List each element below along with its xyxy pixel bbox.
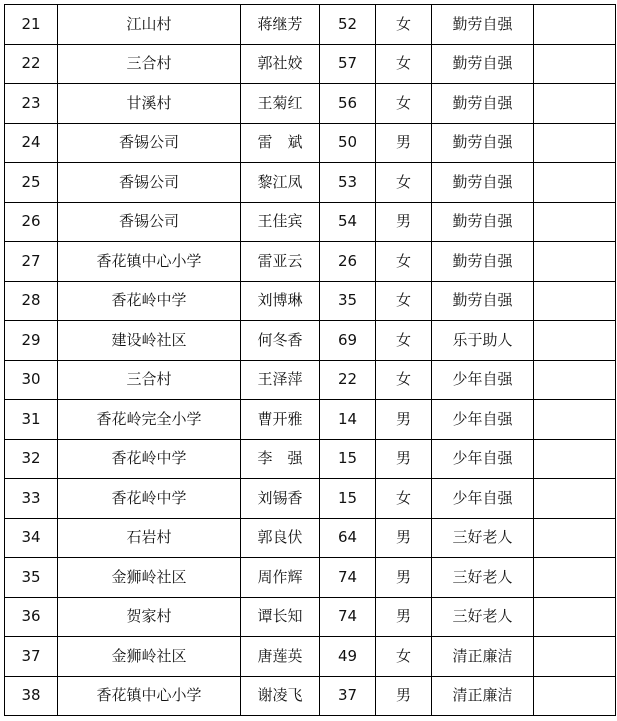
category-cell: 少年自强	[432, 439, 534, 479]
table-row	[5, 84, 616, 124]
unit-cell: 金狮岭社区	[58, 558, 241, 598]
row-number-cell: 30	[5, 360, 58, 400]
unit-cell: 三合村	[58, 44, 241, 84]
person-name-cell: 王佳宾	[241, 202, 320, 242]
category-cell: 勤劳自强	[432, 123, 534, 163]
row-number-cell: 21	[5, 5, 58, 45]
unit-cell: 建设岭社区	[58, 321, 241, 361]
blank-cell	[534, 400, 616, 440]
age-cell: 57	[320, 44, 376, 84]
category-cell: 乐于助人	[432, 321, 534, 361]
blank-cell	[534, 242, 616, 282]
unit-cell: 香锡公司	[58, 202, 241, 242]
person-name-cell: 刘锡香	[241, 479, 320, 519]
blank-cell	[534, 163, 616, 203]
unit-cell: 石岩村	[58, 518, 241, 558]
unit-cell: 江山村	[58, 5, 241, 45]
blank-cell	[534, 123, 616, 163]
unit-cell: 香花镇中心小学	[58, 676, 241, 716]
category-cell: 勤劳自强	[432, 242, 534, 282]
age-cell: 53	[320, 163, 376, 203]
age-cell: 35	[320, 281, 376, 321]
people-table	[4, 4, 616, 716]
blank-cell	[534, 281, 616, 321]
table-row	[5, 518, 616, 558]
row-number-cell: 24	[5, 123, 58, 163]
age-cell: 69	[320, 321, 376, 361]
person-name-cell: 唐莲英	[241, 637, 320, 677]
row-number-cell: 26	[5, 202, 58, 242]
table-row	[5, 321, 616, 361]
sex-cell: 女	[376, 360, 432, 400]
category-cell: 清正廉洁	[432, 676, 534, 716]
row-number-cell: 31	[5, 400, 58, 440]
blank-cell	[534, 360, 616, 400]
category-cell: 少年自强	[432, 479, 534, 519]
unit-cell: 金狮岭社区	[58, 637, 241, 677]
category-cell: 清正廉洁	[432, 637, 534, 677]
table-body	[5, 5, 616, 716]
table-row	[5, 281, 616, 321]
sex-cell: 男	[376, 123, 432, 163]
blank-cell	[534, 321, 616, 361]
unit-cell: 香花岭中学	[58, 479, 241, 519]
person-name-cell: 周作辉	[241, 558, 320, 598]
table-row	[5, 163, 616, 203]
age-cell: 49	[320, 637, 376, 677]
person-name-cell: 蒋继芳	[241, 5, 320, 45]
sex-cell: 女	[376, 479, 432, 519]
row-number-cell: 35	[5, 558, 58, 598]
row-number-cell: 28	[5, 281, 58, 321]
category-cell: 少年自强	[432, 400, 534, 440]
unit-cell: 香花岭完全小学	[58, 400, 241, 440]
sex-cell: 男	[376, 439, 432, 479]
person-name-cell: 李 强	[241, 439, 320, 479]
blank-cell	[534, 84, 616, 124]
category-cell: 三好老人	[432, 518, 534, 558]
category-cell: 三好老人	[432, 597, 534, 637]
category-cell: 勤劳自强	[432, 5, 534, 45]
person-name-cell: 何冬香	[241, 321, 320, 361]
row-number-cell: 32	[5, 439, 58, 479]
unit-cell: 香花镇中心小学	[58, 242, 241, 282]
row-number-cell: 38	[5, 676, 58, 716]
sex-cell: 男	[376, 202, 432, 242]
sex-cell: 男	[376, 518, 432, 558]
row-number-cell: 37	[5, 637, 58, 677]
person-name-cell: 王菊红	[241, 84, 320, 124]
person-name-cell: 谭长知	[241, 597, 320, 637]
table-row	[5, 44, 616, 84]
age-cell: 74	[320, 558, 376, 598]
sex-cell: 男	[376, 400, 432, 440]
blank-cell	[534, 44, 616, 84]
row-number-cell: 22	[5, 44, 58, 84]
row-number-cell: 25	[5, 163, 58, 203]
sex-cell: 男	[376, 597, 432, 637]
age-cell: 56	[320, 84, 376, 124]
table-row	[5, 676, 616, 716]
person-name-cell: 曹开雅	[241, 400, 320, 440]
category-cell: 勤劳自强	[432, 281, 534, 321]
table-row	[5, 439, 616, 479]
blank-cell	[534, 637, 616, 677]
person-name-cell: 郭社姣	[241, 44, 320, 84]
blank-cell	[534, 597, 616, 637]
unit-cell: 香花岭中学	[58, 439, 241, 479]
age-cell: 64	[320, 518, 376, 558]
table-row	[5, 202, 616, 242]
age-cell: 15	[320, 439, 376, 479]
sex-cell: 女	[376, 637, 432, 677]
category-cell: 勤劳自强	[432, 202, 534, 242]
age-cell: 37	[320, 676, 376, 716]
person-name-cell: 谢凌飞	[241, 676, 320, 716]
sex-cell: 女	[376, 84, 432, 124]
category-cell: 勤劳自强	[432, 44, 534, 84]
row-number-cell: 27	[5, 242, 58, 282]
unit-cell: 香花岭中学	[58, 281, 241, 321]
unit-cell: 香锡公司	[58, 123, 241, 163]
age-cell: 14	[320, 400, 376, 440]
age-cell: 50	[320, 123, 376, 163]
table-row	[5, 242, 616, 282]
blank-cell	[534, 439, 616, 479]
category-cell: 勤劳自强	[432, 163, 534, 203]
sex-cell: 男	[376, 676, 432, 716]
person-name-cell: 雷 斌	[241, 123, 320, 163]
blank-cell	[534, 5, 616, 45]
table-row	[5, 597, 616, 637]
unit-cell: 贺家村	[58, 597, 241, 637]
age-cell: 15	[320, 479, 376, 519]
table-row	[5, 5, 616, 45]
person-name-cell: 刘博琳	[241, 281, 320, 321]
sex-cell: 女	[376, 163, 432, 203]
age-cell: 22	[320, 360, 376, 400]
age-cell: 54	[320, 202, 376, 242]
table-row	[5, 123, 616, 163]
category-cell: 少年自强	[432, 360, 534, 400]
person-name-cell: 雷亚云	[241, 242, 320, 282]
table-row	[5, 558, 616, 598]
row-number-cell: 36	[5, 597, 58, 637]
table-row	[5, 479, 616, 519]
row-number-cell: 23	[5, 84, 58, 124]
person-name-cell: 郭良伏	[241, 518, 320, 558]
age-cell: 26	[320, 242, 376, 282]
blank-cell	[534, 518, 616, 558]
sex-cell: 女	[376, 321, 432, 361]
blank-cell	[534, 479, 616, 519]
table-row	[5, 400, 616, 440]
age-cell: 74	[320, 597, 376, 637]
sex-cell: 女	[376, 242, 432, 282]
unit-cell: 甘溪村	[58, 84, 241, 124]
category-cell: 勤劳自强	[432, 84, 534, 124]
age-cell: 52	[320, 5, 376, 45]
blank-cell	[534, 202, 616, 242]
blank-cell	[534, 676, 616, 716]
sex-cell: 女	[376, 44, 432, 84]
unit-cell: 三合村	[58, 360, 241, 400]
table-row	[5, 360, 616, 400]
category-cell: 三好老人	[432, 558, 534, 598]
sex-cell: 男	[376, 558, 432, 598]
blank-cell	[534, 558, 616, 598]
person-name-cell: 黎江凤	[241, 163, 320, 203]
sex-cell: 女	[376, 5, 432, 45]
unit-cell: 香锡公司	[58, 163, 241, 203]
person-name-cell: 王泽萍	[241, 360, 320, 400]
sex-cell: 女	[376, 281, 432, 321]
row-number-cell: 33	[5, 479, 58, 519]
table-row	[5, 637, 616, 677]
row-number-cell: 29	[5, 321, 58, 361]
row-number-cell: 34	[5, 518, 58, 558]
